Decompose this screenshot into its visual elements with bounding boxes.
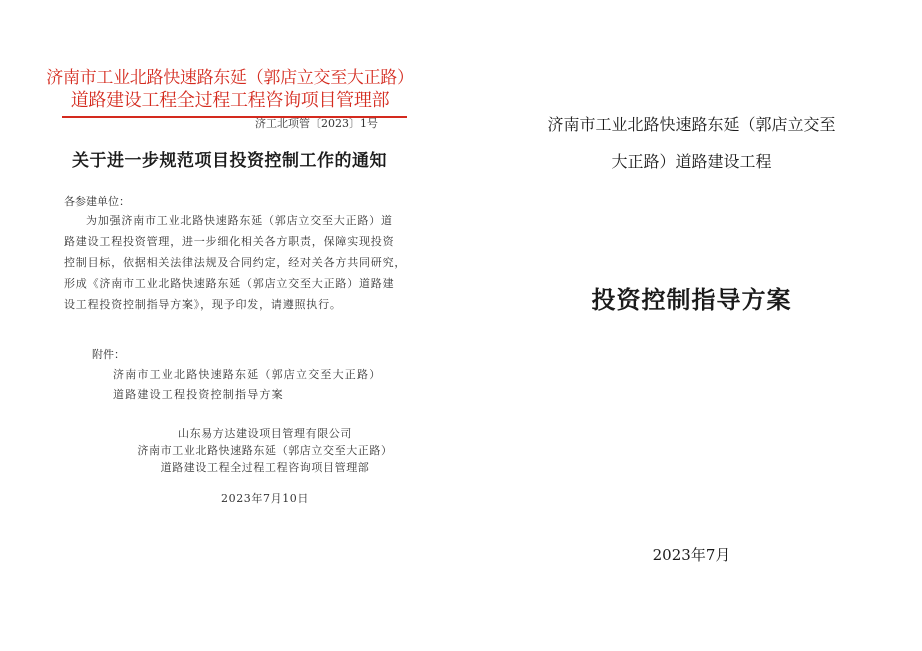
cover-title-line-1: 济南市工业北路快速路东延（郭店立交至: [547, 115, 836, 134]
signature-line: 道路建设工程全过程工程咨询项目管理部: [160, 461, 370, 474]
cover-page: [461, 0, 922, 651]
cover-date: 2023年7月: [652, 546, 731, 564]
signature-line: 济南市工业北路快速路东延（郭店立交至大正路）: [137, 444, 393, 457]
red-header-line-2: 道路建设工程全过程工程咨询项目管理部: [70, 90, 390, 111]
document-number: 济工北项管〔2023〕1号: [255, 117, 378, 130]
signature-date: 2023年7月10日: [221, 492, 309, 505]
signature-block: [120, 425, 410, 507]
attachment-line: 济南市工业北路快速路东延（郭店立交至大正路）: [113, 368, 382, 381]
attachment-line: 道路建设工程投资控制指导方案: [113, 388, 284, 401]
notice-title: 关于进一步规范项目投资控制工作的通知: [72, 151, 387, 171]
signature-line: 山东易方达建设项目管理有限公司: [178, 427, 352, 440]
body-line: 为加强济南市工业北路快速路东延（郭店立交至大正路）道: [86, 214, 393, 227]
red-header-line-1: 济南市工业北路快速路东延（郭店立交至大正路）: [46, 68, 414, 88]
cover-title-line-2: 大正路）道路建设工程: [611, 152, 772, 171]
notice-body: [64, 210, 414, 315]
body-line: 形成《济南市工业北路快速路东延（郭店立交至大正路）道路建: [64, 277, 395, 290]
salutation: 各参建单位：: [64, 195, 130, 208]
cover-main-title: 投资控制指导方案: [591, 285, 792, 314]
attachment-label: 附件：: [92, 348, 125, 361]
body-line: 控制目标，依据相关法律法规及合同约定，经对关各方共同研究，: [64, 256, 407, 269]
body-line: 设工程投资控制指导方案》，现予印发，请遵照执行。: [64, 298, 342, 311]
attachment-list: [113, 365, 381, 405]
body-line: 路建设工程投资管理，进一步细化相关各方职责，保障实现投资: [64, 235, 395, 248]
